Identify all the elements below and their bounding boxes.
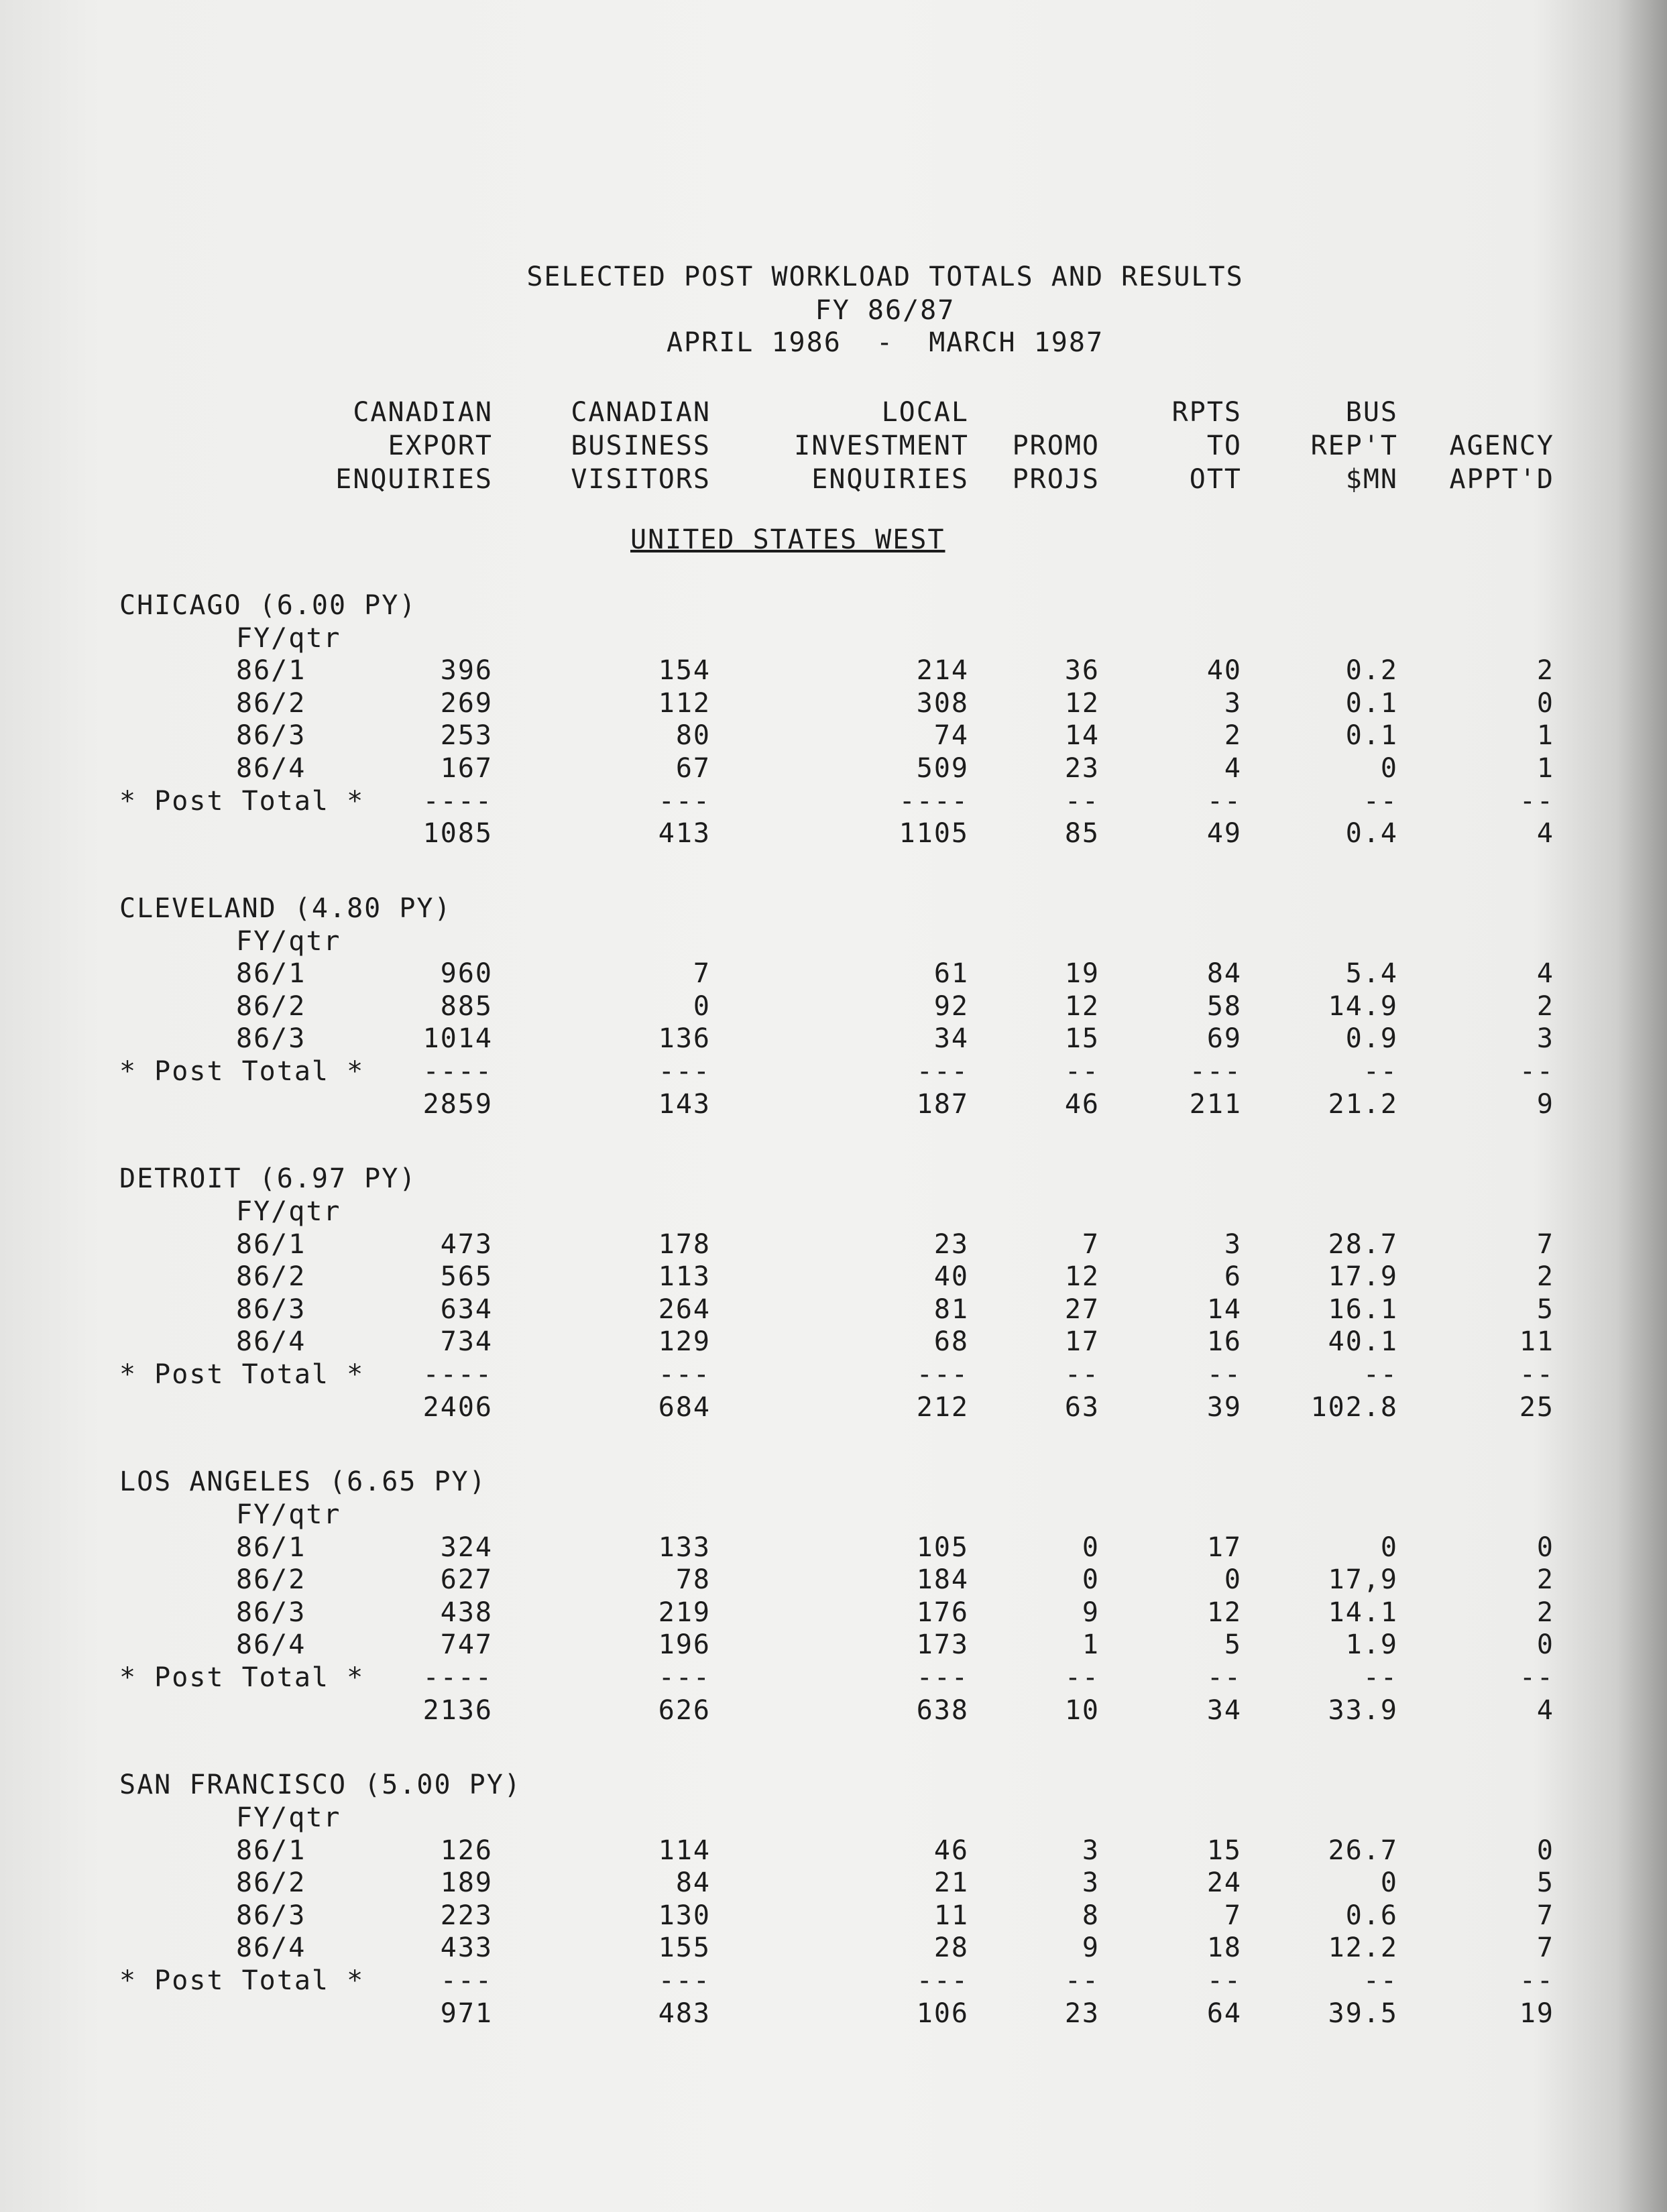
cell-value: 16.1 bbox=[1328, 1293, 1398, 1325]
cell-value: 17,9 bbox=[1328, 1564, 1398, 1596]
cell-value: 5 bbox=[1536, 1293, 1554, 1325]
cell-value: 12 bbox=[1206, 1596, 1242, 1628]
fyqtr-label: FY/qtr bbox=[236, 1499, 341, 1530]
cell-value: 7 bbox=[1536, 1900, 1554, 1931]
cell-value: 0 bbox=[1380, 1867, 1398, 1899]
cell-value: 0 bbox=[1224, 1564, 1242, 1596]
fyqtr-label: FY/qtr bbox=[236, 925, 341, 957]
cell-value: 189 bbox=[440, 1867, 493, 1899]
cell-value: 734 bbox=[440, 1326, 493, 1358]
cell-value: 5 bbox=[1536, 1867, 1554, 1899]
cell-value: 112 bbox=[658, 687, 711, 719]
cell-value: 14.9 bbox=[1328, 990, 1398, 1022]
quarter-label: 86/3 bbox=[236, 1293, 306, 1325]
post-total-value: 39.5 bbox=[1328, 1997, 1398, 2029]
cell-value: 15 bbox=[1206, 1835, 1242, 1866]
dash-separator: -- bbox=[1519, 1662, 1554, 1693]
post-total-value: 10 bbox=[1064, 1694, 1100, 1726]
cell-value: 11 bbox=[1519, 1326, 1554, 1358]
column-header-7-line-2: AGENCY bbox=[1449, 430, 1554, 461]
cell-value: 0 bbox=[1380, 753, 1398, 784]
cell-value: 136 bbox=[658, 1023, 711, 1055]
cell-value: 2 bbox=[1536, 1261, 1554, 1293]
dash-separator: --- bbox=[658, 1965, 711, 1996]
cell-value: 24 bbox=[1206, 1867, 1242, 1899]
post-total-value: 85 bbox=[1064, 818, 1100, 850]
column-header-3-line-1: LOCAL bbox=[881, 397, 969, 428]
cell-value: 7 bbox=[1536, 1932, 1554, 1964]
cell-value: 78 bbox=[675, 1564, 711, 1596]
post-total-value: 23 bbox=[1064, 1997, 1100, 2029]
cell-value: 509 bbox=[916, 753, 969, 784]
cell-value: 28.7 bbox=[1328, 1228, 1398, 1260]
quarter-label: 86/1 bbox=[236, 1835, 306, 1866]
dash-separator: -- bbox=[1519, 1055, 1554, 1087]
cell-value: 36 bbox=[1064, 655, 1100, 687]
dash-separator: -- bbox=[1519, 1965, 1554, 1996]
dash-separator: -- bbox=[1519, 1358, 1554, 1390]
post-total-value: 63 bbox=[1064, 1391, 1100, 1423]
cell-value: 80 bbox=[675, 720, 711, 752]
column-header-5-line-1: RPTS bbox=[1171, 397, 1242, 428]
cell-value: 196 bbox=[658, 1629, 711, 1661]
cell-value: 0.9 bbox=[1345, 1023, 1398, 1055]
cell-value: 2 bbox=[1536, 1564, 1554, 1596]
dash-separator: -- bbox=[1363, 785, 1398, 817]
cell-value: 12 bbox=[1064, 1261, 1100, 1293]
column-header-1-line-1: CANADIAN bbox=[353, 397, 493, 428]
cell-value: 0.6 bbox=[1345, 1900, 1398, 1931]
cell-value: 40 bbox=[933, 1261, 969, 1293]
cell-value: 2 bbox=[1536, 990, 1554, 1022]
post-total-label: * Post Total * bbox=[119, 1358, 365, 1390]
cell-value: 9 bbox=[1082, 1596, 1100, 1628]
column-header-6-line-1: BUS bbox=[1345, 397, 1398, 428]
cell-value: 2 bbox=[1536, 1596, 1554, 1628]
post-total-label: * Post Total * bbox=[119, 1965, 365, 1996]
cell-value: 223 bbox=[440, 1900, 493, 1931]
report-period: APRIL 1986 - MARCH 1987 bbox=[666, 327, 1104, 358]
cell-value: 3 bbox=[1082, 1835, 1100, 1866]
cell-value: 0.1 bbox=[1345, 720, 1398, 752]
dash-separator: -- bbox=[1064, 1055, 1100, 1087]
cell-value: 0.1 bbox=[1345, 687, 1398, 719]
post-total-value: 2406 bbox=[422, 1391, 493, 1423]
cell-value: 253 bbox=[440, 720, 493, 752]
quarter-label: 86/1 bbox=[236, 1531, 306, 1563]
quarter-label: 86/4 bbox=[236, 1932, 306, 1964]
dash-separator: -- bbox=[1206, 1965, 1242, 1996]
cell-value: 105 bbox=[916, 1531, 969, 1563]
cell-value: 1 bbox=[1536, 720, 1554, 752]
post-name: CLEVELAND (4.80 PY) bbox=[119, 892, 452, 924]
region-heading: UNITED STATES WEST bbox=[630, 524, 945, 555]
quarter-label: 86/4 bbox=[236, 1326, 306, 1358]
cell-value: 1014 bbox=[422, 1023, 493, 1055]
cell-value: 68 bbox=[933, 1326, 969, 1358]
column-header-4-line-2: PROMO bbox=[1012, 430, 1100, 461]
cell-value: 6 bbox=[1224, 1261, 1242, 1293]
cell-value: 46 bbox=[933, 1835, 969, 1866]
cell-value: 40 bbox=[1206, 655, 1242, 687]
post-total-value: 39 bbox=[1206, 1391, 1242, 1423]
post-total-value: 684 bbox=[658, 1391, 711, 1423]
post-total-value: 1105 bbox=[899, 818, 969, 850]
post-name: LOS ANGELES (6.65 PY) bbox=[119, 1466, 487, 1498]
quarter-label: 86/1 bbox=[236, 1228, 306, 1260]
column-header-2-line-3: VISITORS bbox=[571, 464, 711, 495]
post-total-value: 21.2 bbox=[1328, 1088, 1398, 1120]
cell-value: 264 bbox=[658, 1293, 711, 1325]
cell-value: 0 bbox=[1082, 1564, 1100, 1596]
quarter-label: 86/2 bbox=[236, 1564, 306, 1596]
post-name: CHICAGO (6.00 PY) bbox=[119, 590, 417, 621]
cell-value: 396 bbox=[440, 655, 493, 687]
cell-value: 67 bbox=[675, 753, 711, 784]
cell-value: 1.9 bbox=[1345, 1629, 1398, 1661]
post-total-value: 143 bbox=[658, 1088, 711, 1120]
post-total-value: 33.9 bbox=[1328, 1694, 1398, 1726]
quarter-label: 86/3 bbox=[236, 720, 306, 752]
dash-separator: -- bbox=[1064, 1358, 1100, 1390]
cell-value: 23 bbox=[1064, 753, 1100, 784]
cell-value: 69 bbox=[1206, 1023, 1242, 1055]
post-total-value: 2136 bbox=[422, 1694, 493, 1726]
post-total-value: 34 bbox=[1206, 1694, 1242, 1726]
cell-value: 15 bbox=[1064, 1023, 1100, 1055]
cell-value: 34 bbox=[933, 1023, 969, 1055]
dash-separator: -- bbox=[1363, 1662, 1398, 1693]
cell-value: 14.1 bbox=[1328, 1596, 1398, 1628]
cell-value: 219 bbox=[658, 1596, 711, 1628]
cell-value: 14 bbox=[1206, 1293, 1242, 1325]
cell-value: 58 bbox=[1206, 990, 1242, 1022]
cell-value: 308 bbox=[916, 687, 969, 719]
dash-separator: -- bbox=[1363, 1358, 1398, 1390]
quarter-label: 86/3 bbox=[236, 1900, 306, 1931]
cell-value: 40.1 bbox=[1328, 1326, 1398, 1358]
report-title: SELECTED POST WORKLOAD TOTALS AND RESULTS bbox=[526, 261, 1244, 292]
quarter-label: 86/3 bbox=[236, 1023, 306, 1055]
dash-separator: --- bbox=[916, 1055, 969, 1087]
cell-value: 184 bbox=[916, 1564, 969, 1596]
cell-value: 84 bbox=[675, 1867, 711, 1899]
quarter-label: 86/4 bbox=[236, 1629, 306, 1661]
post-total-label: * Post Total * bbox=[119, 1055, 365, 1087]
cell-value: 17 bbox=[1064, 1326, 1100, 1358]
dash-separator: -- bbox=[1206, 1358, 1242, 1390]
cell-value: 12 bbox=[1064, 990, 1100, 1022]
cell-value: 7 bbox=[1224, 1900, 1242, 1931]
dash-separator: --- bbox=[916, 1662, 969, 1693]
cell-value: 9 bbox=[1082, 1932, 1100, 1964]
quarter-label: 86/2 bbox=[236, 687, 306, 719]
dash-separator: -- bbox=[1206, 1662, 1242, 1693]
cell-value: 61 bbox=[933, 958, 969, 990]
cell-value: 565 bbox=[440, 1261, 493, 1293]
quarter-label: 86/4 bbox=[236, 753, 306, 784]
quarter-label: 86/2 bbox=[236, 1261, 306, 1293]
cell-value: 3 bbox=[1536, 1023, 1554, 1055]
post-name: SAN FRANCISCO (5.00 PY) bbox=[119, 1769, 522, 1801]
column-header-5-line-2: TO bbox=[1206, 430, 1242, 461]
cell-value: 8 bbox=[1082, 1900, 1100, 1931]
column-header-4-line-3: PROJS bbox=[1012, 464, 1100, 495]
dash-separator: --- bbox=[916, 1358, 969, 1390]
cell-value: 23 bbox=[933, 1228, 969, 1260]
cell-value: 4 bbox=[1536, 958, 1554, 990]
post-total-value: 0.4 bbox=[1345, 818, 1398, 850]
cell-value: 5 bbox=[1224, 1629, 1242, 1661]
cell-value: 1 bbox=[1082, 1629, 1100, 1661]
quarter-label: 86/2 bbox=[236, 990, 306, 1022]
cell-value: 5.4 bbox=[1345, 958, 1398, 990]
dash-separator: --- bbox=[1189, 1055, 1242, 1087]
cell-value: 129 bbox=[658, 1326, 711, 1358]
post-total-value: 187 bbox=[916, 1088, 969, 1120]
cell-value: 324 bbox=[440, 1531, 493, 1563]
cell-value: 1 bbox=[1536, 753, 1554, 784]
cell-value: 74 bbox=[933, 720, 969, 752]
cell-value: 167 bbox=[440, 753, 493, 784]
dash-separator: ---- bbox=[422, 1358, 493, 1390]
post-total-value: 4 bbox=[1536, 818, 1554, 850]
cell-value: 7 bbox=[693, 958, 711, 990]
column-header-3-line-3: ENQUIRIES bbox=[811, 464, 969, 495]
post-total-value: 102.8 bbox=[1310, 1391, 1398, 1423]
cell-value: 173 bbox=[916, 1629, 969, 1661]
column-header-3-line-2: INVESTMENT bbox=[794, 430, 969, 461]
cell-value: 26.7 bbox=[1328, 1835, 1398, 1866]
post-total-value: 106 bbox=[916, 1997, 969, 2029]
dash-separator: -- bbox=[1363, 1965, 1398, 1996]
cell-value: 0 bbox=[1536, 687, 1554, 719]
cell-value: 433 bbox=[440, 1932, 493, 1964]
dash-separator: --- bbox=[658, 1055, 711, 1087]
cell-value: 0 bbox=[693, 990, 711, 1022]
cell-value: 84 bbox=[1206, 958, 1242, 990]
post-total-value: 49 bbox=[1206, 818, 1242, 850]
dash-separator: -- bbox=[1064, 1662, 1100, 1693]
cell-value: 11 bbox=[933, 1900, 969, 1931]
cell-value: 178 bbox=[658, 1228, 711, 1260]
cell-value: 627 bbox=[440, 1564, 493, 1596]
cell-value: 3 bbox=[1082, 1867, 1100, 1899]
dash-separator: -- bbox=[1519, 785, 1554, 817]
column-header-7-line-3: APPT'D bbox=[1449, 464, 1554, 495]
post-total-value: 1085 bbox=[422, 818, 493, 850]
post-total-value: 638 bbox=[916, 1694, 969, 1726]
fyqtr-label: FY/qtr bbox=[236, 622, 341, 654]
column-header-5-line-3: OTT bbox=[1189, 464, 1242, 495]
dash-separator: --- bbox=[916, 1965, 969, 1996]
cell-value: 3 bbox=[1224, 1228, 1242, 1260]
dash-separator: -- bbox=[1206, 785, 1242, 817]
cell-value: 2 bbox=[1536, 655, 1554, 687]
cell-value: 269 bbox=[440, 687, 493, 719]
post-total-value: 4 bbox=[1536, 1694, 1554, 1726]
post-total-value: 25 bbox=[1519, 1391, 1554, 1423]
cell-value: 4 bbox=[1224, 753, 1242, 784]
cell-value: 28 bbox=[933, 1932, 969, 1964]
quarter-label: 86/1 bbox=[236, 655, 306, 687]
cell-value: 133 bbox=[658, 1531, 711, 1563]
cell-value: 16 bbox=[1206, 1326, 1242, 1358]
cell-value: 0 bbox=[1536, 1629, 1554, 1661]
cell-value: 7 bbox=[1082, 1228, 1100, 1260]
post-total-value: 2859 bbox=[422, 1088, 493, 1120]
cell-value: 14 bbox=[1064, 720, 1100, 752]
post-total-value: 212 bbox=[916, 1391, 969, 1423]
dash-separator: -- bbox=[1363, 1055, 1398, 1087]
cell-value: 473 bbox=[440, 1228, 493, 1260]
cell-value: 0 bbox=[1380, 1531, 1398, 1563]
cell-value: 0 bbox=[1536, 1531, 1554, 1563]
cell-value: 438 bbox=[440, 1596, 493, 1628]
cell-value: 0 bbox=[1082, 1531, 1100, 1563]
cell-value: 17 bbox=[1206, 1531, 1242, 1563]
cell-value: 113 bbox=[658, 1261, 711, 1293]
post-total-value: 46 bbox=[1064, 1088, 1100, 1120]
cell-value: 81 bbox=[933, 1293, 969, 1325]
dash-separator: --- bbox=[658, 1358, 711, 1390]
cell-value: 154 bbox=[658, 655, 711, 687]
dash-separator: --- bbox=[658, 1662, 711, 1693]
quarter-label: 86/2 bbox=[236, 1867, 306, 1899]
quarter-label: 86/3 bbox=[236, 1596, 306, 1628]
column-header-1-line-3: ENQUIRIES bbox=[335, 464, 493, 495]
cell-value: 634 bbox=[440, 1293, 493, 1325]
post-total-value: 19 bbox=[1519, 1997, 1554, 2029]
post-total-label: * Post Total * bbox=[119, 1662, 365, 1693]
post-total-value: 971 bbox=[440, 1997, 493, 2029]
cell-value: 214 bbox=[916, 655, 969, 687]
column-header-2-line-2: BUSINESS bbox=[571, 430, 711, 461]
dash-separator: -- bbox=[1064, 1965, 1100, 1996]
post-total-value: 483 bbox=[658, 1997, 711, 2029]
fyqtr-label: FY/qtr bbox=[236, 1802, 341, 1833]
cell-value: 19 bbox=[1064, 958, 1100, 990]
cell-value: 17.9 bbox=[1328, 1261, 1398, 1293]
post-total-value: 64 bbox=[1206, 1997, 1242, 2029]
dash-separator: ---- bbox=[422, 785, 493, 817]
dash-separator: -- bbox=[1064, 785, 1100, 817]
cell-value: 155 bbox=[658, 1932, 711, 1964]
cell-value: 176 bbox=[916, 1596, 969, 1628]
dash-separator: --- bbox=[440, 1965, 493, 1996]
cell-value: 18 bbox=[1206, 1932, 1242, 1964]
cell-value: 3 bbox=[1224, 687, 1242, 719]
cell-value: 130 bbox=[658, 1900, 711, 1931]
column-header-1-line-2: EXPORT bbox=[388, 430, 493, 461]
cell-value: 960 bbox=[440, 958, 493, 990]
cell-value: 0 bbox=[1536, 1835, 1554, 1866]
post-total-value: 626 bbox=[658, 1694, 711, 1726]
cell-value: 92 bbox=[933, 990, 969, 1022]
cell-value: 7 bbox=[1536, 1228, 1554, 1260]
cell-value: 12.2 bbox=[1328, 1932, 1398, 1964]
cell-value: 0.2 bbox=[1345, 655, 1398, 687]
column-header-6-line-3: $MN bbox=[1345, 464, 1398, 495]
cell-value: 747 bbox=[440, 1629, 493, 1661]
column-header-6-line-2: REP'T bbox=[1310, 430, 1398, 461]
report-fiscal-year: FY 86/87 bbox=[815, 295, 956, 326]
fyqtr-label: FY/qtr bbox=[236, 1196, 341, 1227]
post-total-value: 9 bbox=[1536, 1088, 1554, 1120]
dash-separator: ---- bbox=[422, 1662, 493, 1693]
post-total-value: 211 bbox=[1189, 1088, 1242, 1120]
post-total-label: * Post Total * bbox=[119, 785, 365, 817]
cell-value: 885 bbox=[440, 990, 493, 1022]
post-name: DETROIT (6.97 PY) bbox=[119, 1163, 417, 1195]
cell-value: 2 bbox=[1224, 720, 1242, 752]
cell-value: 12 bbox=[1064, 687, 1100, 719]
cell-value: 27 bbox=[1064, 1293, 1100, 1325]
cell-value: 21 bbox=[933, 1867, 969, 1899]
dash-separator: --- bbox=[658, 785, 711, 817]
dash-separator: ---- bbox=[899, 785, 969, 817]
post-total-value: 413 bbox=[658, 818, 711, 850]
column-header-2-line-1: CANADIAN bbox=[571, 397, 711, 428]
cell-value: 126 bbox=[440, 1835, 493, 1866]
quarter-label: 86/1 bbox=[236, 958, 306, 990]
cell-value: 114 bbox=[658, 1835, 711, 1866]
dash-separator: ---- bbox=[422, 1055, 493, 1087]
